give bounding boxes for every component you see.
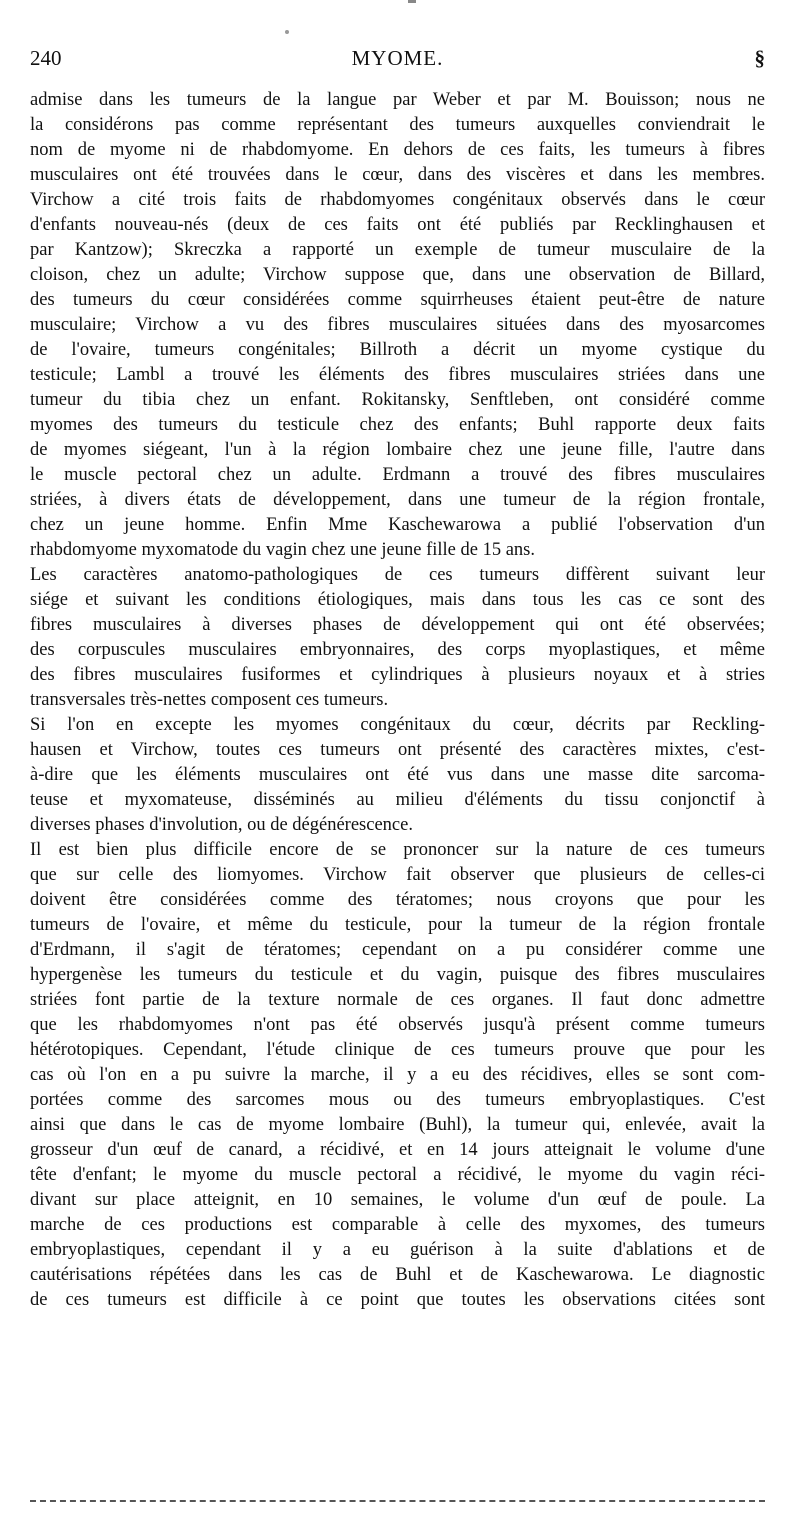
- print-speck: [408, 0, 416, 3]
- running-title: MYOME.: [351, 46, 444, 70]
- text-line: teuse et myxomateuse, disséminés au milieu d'éléments du tissu conjonctif à: [30, 790, 765, 810]
- text-line: portées comme des sarcomes mous ou des tumeurs embryoplastiques. C'est: [30, 1090, 765, 1110]
- footer-rule: [30, 1500, 765, 1502]
- page-header: [30, 46, 765, 76]
- text-line: siége et suivant les conditions étiologiques, mais dans tous les cas ce sont des: [30, 590, 765, 610]
- document-page: [30, 0, 765, 1536]
- text-line: embryoplastiques, cependant il y a eu guérison à la suite d'ablations et de: [30, 1240, 765, 1260]
- text-line: fibres musculaires à diverses phases de développement qui ont été observées;: [30, 615, 765, 635]
- text-line: marche de ces productions est comparable à celle des myxomes, des tumeurs: [30, 1215, 765, 1235]
- text-line: Virchow a cité trois faits de rhabdomyomes congénitaux observés dans le cœur: [30, 190, 765, 210]
- text-line: tête d'enfant; le myome du muscle pectoral a récidivé, le myome du vagin réci-: [30, 1165, 765, 1185]
- text-line: des tumeurs du cœur considérées comme squirrheuses étaient peut-être de nature: [30, 290, 765, 310]
- text-line: cas où l'on en a pu suivre la marche, il y a eu des récidives, elles se sont com-: [30, 1065, 765, 1085]
- text-line: striées font partie de la texture normale de ces organes. Il faut donc admettre: [30, 990, 765, 1010]
- text-line: cautérisations répétées dans les cas de Buhl et de Kaschewarowa. Le diagnostic: [30, 1265, 765, 1285]
- text-line: transversales très-nettes composent ces tumeurs.: [30, 690, 389, 710]
- text-line: par Kantzow); Skreczka a rapporté un exemple de tumeur musculaire de la: [30, 240, 765, 260]
- text-line: rhabdomyome myxomatode du vagin chez une jeune fille de 15 ans.: [30, 540, 536, 560]
- text-line: myomes des tumeurs du testicule chez des enfants; Buhl rapporte deux faits: [30, 415, 765, 435]
- page-number: 240: [30, 46, 62, 70]
- text-line: musculaire; Virchow a vu des fibres musculaires situées dans des myosarcomes: [30, 315, 765, 335]
- text-line: que les rhabdomyomes n'ont pas été observés jusqu'à présent comme tumeurs: [30, 1015, 765, 1035]
- header-mark: §: [754, 46, 765, 70]
- text-line: tumeurs de l'ovaire, et même du testicule, pour la tumeur de la région frontale: [30, 915, 765, 935]
- text-line: d'Erdmann, il s'agit de tératomes; cependant on a pu considérer comme une: [30, 940, 765, 960]
- text-line: Si l'on en excepte les myomes congénitaux du cœur, décrits par Reckling-: [30, 715, 765, 735]
- text-line: divant sur place atteignit, en 10 semaines, le volume d'un œuf de poule. La: [30, 1190, 765, 1210]
- text-line: doivent être considérées comme des tératomes; nous croyons que pour les: [30, 890, 765, 910]
- body-text: [30, 88, 765, 1313]
- text-line: à-dire que les éléments musculaires ont été vus dans une masse dite sarcoma-: [30, 765, 765, 785]
- text-line: striées, à divers états de développement, dans une tumeur de la région frontale,: [30, 490, 765, 510]
- text-line: de l'ovaire, tumeurs congénitales; Billroth a décrit un myome cystique du: [30, 340, 765, 360]
- text-line: admise dans les tumeurs de la langue par Weber et par M. Bouisson; nous ne: [30, 90, 765, 110]
- text-line: la considérons pas comme représentant des tumeurs auxquelles conviendrait le: [30, 115, 765, 135]
- text-line: hypergenèse les tumeurs du testicule et du vagin, puisque des fibres musculaires: [30, 965, 765, 985]
- text-line: de myomes siégeant, l'un à la région lombaire chez une jeune fille, l'autre dans: [30, 440, 765, 460]
- text-line: ainsi que dans le cas de myome lombaire (Buhl), la tumeur qui, enlevée, avait la: [30, 1115, 765, 1135]
- text-line: le muscle pectoral chez un adulte. Erdmann a trouvé des fibres musculaires: [30, 465, 765, 485]
- text-line: hausen et Virchow, toutes ces tumeurs ont présenté des caractères mixtes, c'est-: [30, 740, 765, 760]
- print-speck: [285, 30, 289, 34]
- text-line: que sur celle des liomyomes. Virchow fait observer que plusieurs de celles-ci: [30, 865, 765, 885]
- text-line: diverses phases d'involution, ou de dégénérescence.: [30, 815, 413, 835]
- text-line: hétérotopiques. Cependant, l'étude clinique de ces tumeurs prouve que pour les: [30, 1040, 765, 1060]
- text-line: chez un jeune homme. Enfin Mme Kaschewarowa a publié l'observation d'un: [30, 515, 765, 535]
- text-line: des fibres musculaires fusiformes et cylindriques à plusieurs noyaux et à stries: [30, 665, 765, 685]
- text-line: d'enfants nouveau-nés (deux de ces faits ont été publiés par Recklinghausen et: [30, 215, 765, 235]
- text-line: Les caractères anatomo-pathologiques de ces tumeurs diffèrent suivant leur: [30, 565, 765, 585]
- text-line: musculaires ont été trouvées dans le cœur, dans des viscères et dans les membres.: [30, 165, 765, 185]
- text-line: Il est bien plus difficile encore de se prononcer sur la nature de ces tumeurs: [30, 840, 765, 860]
- text-line: de ces tumeurs est difficile à ce point que toutes les observations citées sont: [30, 1290, 765, 1310]
- text-line: nom de myome ni de rhabdomyome. En dehors de ces faits, les tumeurs à fibres: [30, 140, 765, 160]
- text-line: des corpuscules musculaires embryonnaires, des corps myoplastiques, et même: [30, 640, 765, 660]
- text-line: testicule; Lambl a trouvé les éléments des fibres musculaires striées dans une: [30, 365, 765, 385]
- text-line: tumeur du tibia chez un enfant. Rokitansky, Senftleben, ont considéré comme: [30, 390, 765, 410]
- text-line: cloison, chez un adulte; Virchow suppose que, dans une observation de Billard,: [30, 265, 765, 285]
- text-line: grosseur d'un œuf de canard, a récidivé, et en 14 jours atteignait le volume d'une: [30, 1140, 765, 1160]
